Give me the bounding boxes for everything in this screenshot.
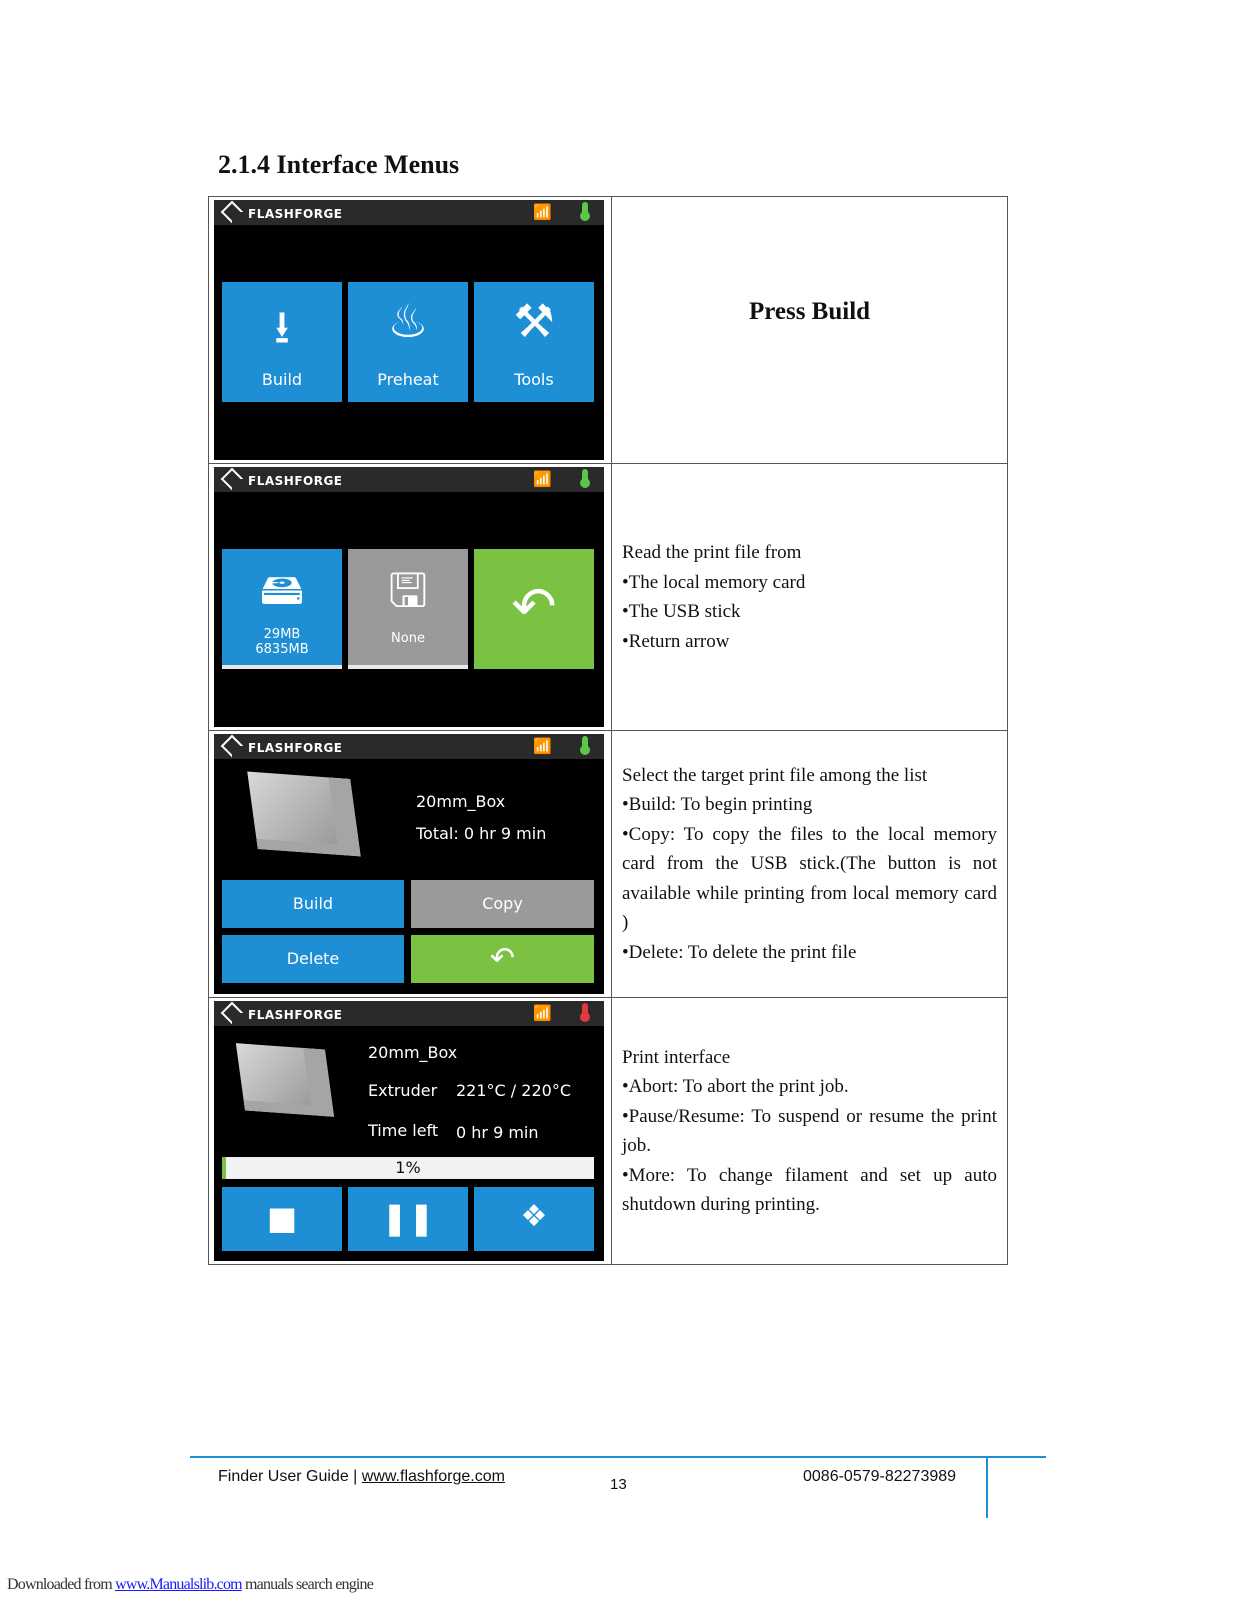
progress-bar: 1%: [222, 1157, 594, 1179]
source-select-screen: [214, 467, 604, 727]
build-icon: ⭳: [273, 300, 291, 354]
pause-button[interactable]: [348, 1187, 468, 1251]
interface-menus-table: [208, 196, 1008, 1265]
thermometer-icon: [582, 736, 588, 752]
footer-guide: Finder User Guide | www.flashforge.com: [218, 1468, 505, 1485]
return-arrow-icon: ↶: [489, 941, 516, 976]
build-button[interactable]: Build: [222, 880, 404, 928]
flashforge-link[interactable]: www.flashforge.com: [361, 1468, 505, 1485]
usb-stick-tile[interactable]: 🖫 None: [348, 549, 468, 669]
pause-icon: ❚❚: [381, 1199, 435, 1237]
page-number: 13: [610, 1476, 627, 1493]
return-button[interactable]: [411, 935, 594, 983]
progress-fill: [222, 1157, 226, 1179]
footer-divider-vertical: [986, 1456, 988, 1518]
copy-button[interactable]: Copy: [411, 880, 594, 928]
flashforge-logo-icon: [221, 468, 244, 491]
press-build-text: Press Build: [748, 298, 871, 325]
wifi-icon: 📶: [533, 203, 552, 221]
abort-button[interactable]: [222, 1187, 342, 1251]
flashforge-logo-icon: [221, 735, 244, 758]
wifi-icon: 📶: [533, 737, 552, 755]
home-screen: [214, 200, 604, 460]
wifi-icon: 📶: [533, 470, 552, 488]
usb-stick-icon: 🖫: [388, 563, 428, 617]
preheat-tile[interactable]: ♨ Preheat: [348, 282, 468, 402]
local-memory-tile[interactable]: 🖴 29MB 6835MB: [222, 549, 342, 669]
thermometer-icon: [582, 469, 588, 485]
flashforge-logo-icon: [221, 201, 244, 224]
tools-icon: ⚒: [513, 294, 555, 348]
table-row: [209, 197, 1008, 464]
table-row: [209, 464, 1008, 731]
print-screen: FLASHFORGE 📶 20mm_Box Extruder 221°C / 220°C Time left 0 hr 9 min 1% ■ ❚❚ ❖: [214, 1001, 604, 1261]
footer-divider: [190, 1456, 1046, 1458]
status-bar: FLASHFORGE 📶: [214, 467, 604, 492]
model-preview: [247, 772, 361, 857]
build-tile[interactable]: ⭳ Build: [222, 282, 342, 402]
thermometer-icon: [582, 202, 588, 218]
heat-icon: ♨: [387, 294, 429, 348]
delete-button[interactable]: Delete: [222, 935, 404, 983]
hard-drive-icon: 🖴: [259, 564, 305, 615]
print-description: Print interface •Abort: To abort the print job. •Pause/Resume: To suspend or resume the print job. •More: To change filament and set up auto shutdown during printing.: [622, 1046, 997, 1215]
stop-icon: ■: [266, 1199, 298, 1237]
flashforge-logo-icon: [221, 1002, 244, 1025]
more-button[interactable]: [474, 1187, 594, 1251]
file-description: Select the target print file among the list •Build: To begin printing •Copy: To copy the files to the local memory card from the USB stick.(The button is not available while printing from local memory card ) •Delete: To delete the print file: [622, 764, 997, 963]
source-description: Read the print file from •The local memory card •The USB stick •Return arrow: [622, 542, 806, 652]
thermometer-icon: [582, 1003, 588, 1019]
download-note: Downloaded from www.Manualslib.com manuals search engine: [7, 1576, 374, 1593]
status-bar: FLASHFORGE 📶: [214, 734, 604, 759]
table-row: [209, 998, 1008, 1265]
file-select-screen: FLASHFORGE 📶 20mm_Box Total: 0 hr 9 min Build Copy Delete ↶: [214, 734, 604, 994]
model-preview: [236, 1043, 334, 1117]
section-heading: 2.1.4 Interface Menus: [218, 150, 460, 179]
return-button[interactable]: [474, 549, 594, 669]
status-bar: FLASHFORGE 📶: [214, 200, 604, 225]
tools-tile[interactable]: ⚒ Tools: [474, 282, 594, 402]
status-bar: FLASHFORGE 📶: [214, 1001, 604, 1026]
wifi-icon: 📶: [533, 1004, 552, 1022]
footer-phone: 0086-0579-82273989: [803, 1468, 957, 1485]
manualslib-link[interactable]: www.Manualslib.com: [115, 1576, 242, 1593]
table-row: [209, 731, 1008, 998]
more-icon: ❖: [520, 1199, 548, 1234]
return-arrow-icon: ↶: [511, 575, 557, 638]
